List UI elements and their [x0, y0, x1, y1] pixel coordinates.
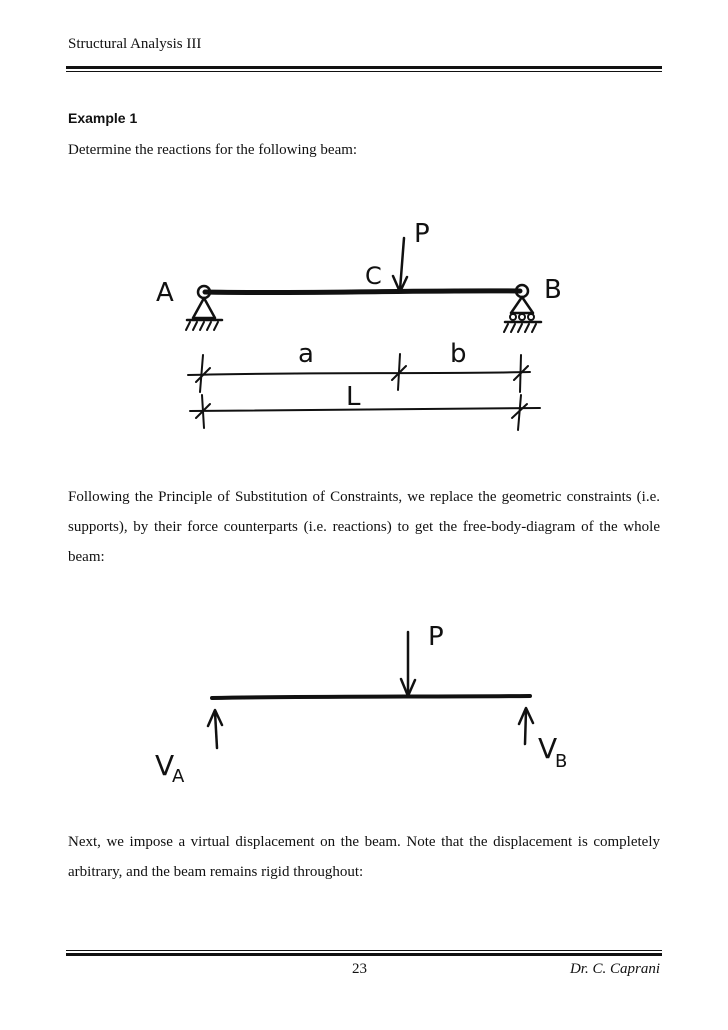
author-name: Dr. C. Caprani: [569, 961, 660, 977]
substitution-paragraph: Following the Principle of Substitution of Constraints, we replace the geometric constraints (i.e. supports), by their force counterparts (i.e. reactions) to get the free-body-diagram of the whole beam:: [68, 489, 660, 565]
dim-tick-left-ab: [200, 355, 203, 392]
support-b-triangle: [511, 297, 533, 313]
support-a-hatch: [186, 322, 218, 330]
dim-line-L: [190, 408, 540, 411]
label-B: B: [544, 275, 562, 305]
reaction-a-arrow-shaft: [215, 712, 217, 748]
label-dim-b: b: [450, 339, 467, 369]
free-body-diagram: [0, 610, 728, 800]
footer-rule-thin: [66, 950, 662, 951]
beam-line: [205, 291, 520, 293]
support-b-roller-3: [528, 314, 534, 320]
document-title: Structural Analysis III: [68, 36, 202, 52]
page-number: 23: [352, 961, 367, 977]
reaction-b-arrow-shaft: [525, 710, 526, 744]
label-VA-subscript: A: [172, 766, 185, 787]
label-VB: V: [538, 732, 558, 765]
fbd-beam-line: [212, 696, 530, 698]
label-C: C: [365, 262, 382, 290]
support-a-triangle: [193, 298, 215, 318]
label-VA: V: [155, 749, 175, 782]
label-dim-L: L: [346, 382, 361, 412]
label-A: A: [156, 278, 174, 308]
support-b-hatch: [504, 324, 536, 332]
beam-sketch: [0, 210, 728, 440]
intro-paragraph: Determine the reactions for the following beam:: [68, 142, 358, 158]
support-b-roller-2: [519, 314, 525, 320]
label-P-fig1: P: [414, 219, 430, 249]
example-heading: Example 1: [68, 110, 138, 126]
header-rule-thin: [66, 71, 662, 72]
footer-rule-thick: [66, 953, 662, 956]
label-VB-subscript: B: [555, 751, 568, 772]
dim-line-ab: [188, 372, 530, 375]
virtual-displacement-paragraph: Next, we impose a virtual displacement on the beam. Note that the displacement is completely arbitrary, and the beam remains rigid throughout:: [68, 834, 660, 880]
label-P-fig2: P: [428, 622, 444, 652]
label-dim-a: a: [298, 339, 314, 369]
support-b-roller-1: [510, 314, 516, 320]
header-rule-thick: [66, 66, 662, 69]
